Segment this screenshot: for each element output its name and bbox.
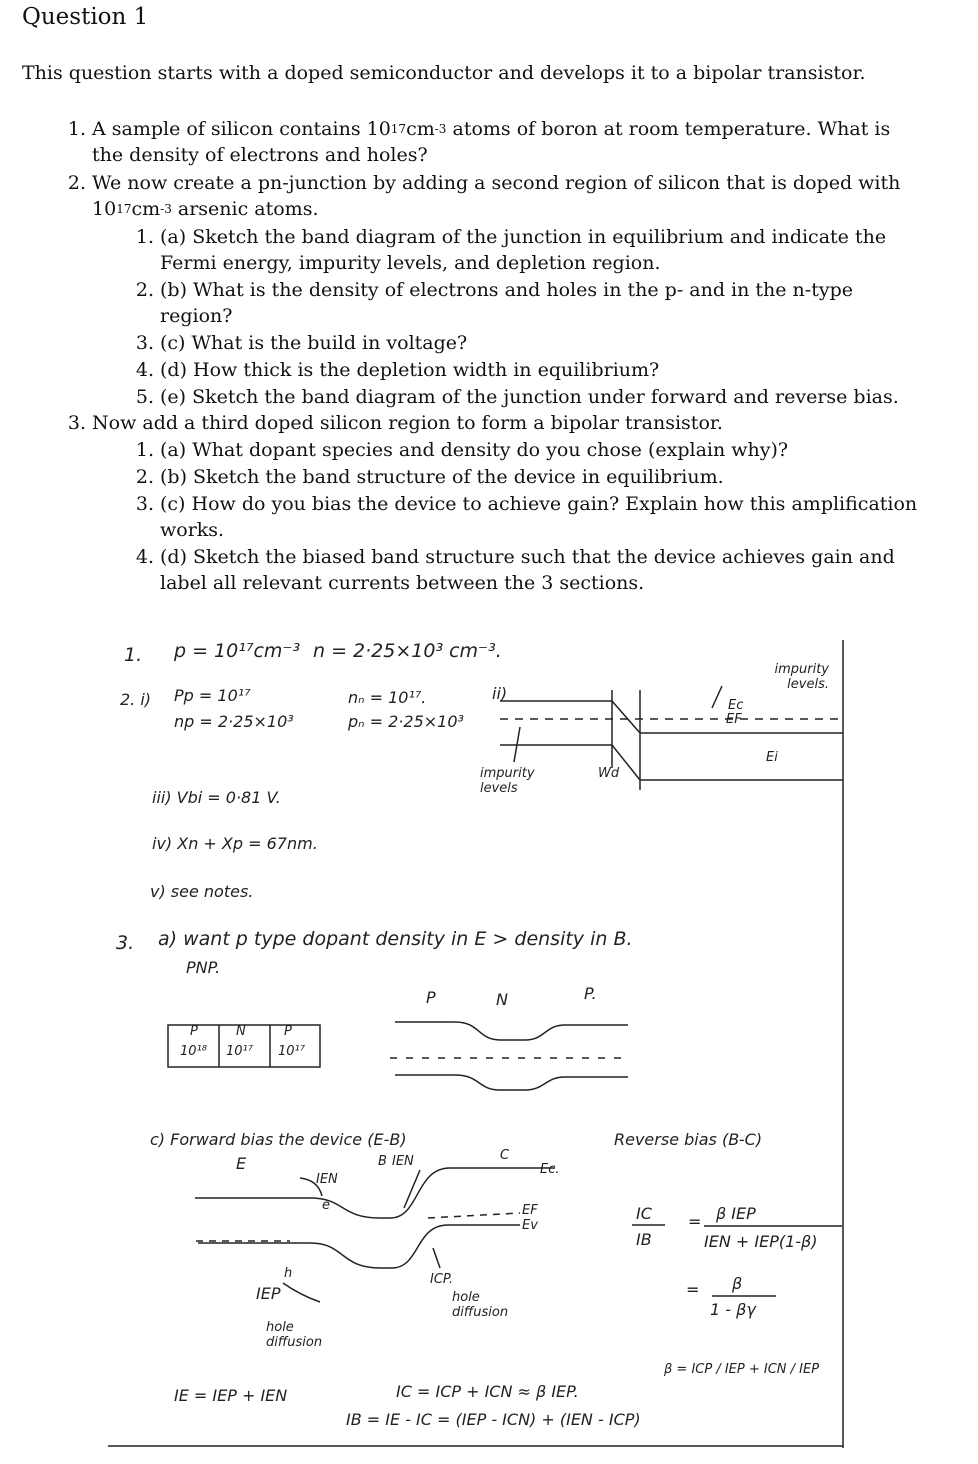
hw-lbl-IEP: IEP — [256, 1284, 281, 1303]
superscript: -3 — [434, 122, 447, 136]
item-text: Now add a third doped silicon region to form a bipolar transistor. — [92, 412, 723, 434]
hw-impurity-levels-right: impurity levels. — [774, 662, 829, 692]
hw-reverse-bias: Reverse bias (B-C) — [614, 1130, 763, 1149]
hw-formula-ic2: IC = ICP + ICN ≈ β IEP. — [396, 1382, 579, 1401]
band-ev-line — [500, 745, 843, 780]
item-text: atoms of boron at room temperature. What is the density of electrons and holes? — [92, 118, 891, 166]
question-title: Question 1 — [22, 4, 149, 30]
subitem-text: (b) Sketch the band structure of the device in equilibrium. — [160, 466, 724, 488]
hw-lbl-IEN: IEN — [316, 1172, 338, 1187]
hw-region-p1: P — [426, 988, 436, 1007]
hw-formula-beta: β = ICP / IEP + ICN / IEP — [664, 1362, 820, 1377]
hw-box-density-1: 10¹⁸ — [180, 1044, 207, 1059]
hw-ei-label: Ei — [766, 750, 778, 765]
item-number: 2. — [67, 172, 86, 194]
hw-answer-2-nn: nₙ = 10¹⁷. — [348, 688, 427, 707]
item-number: 1. — [67, 118, 86, 140]
unit-text: cm — [406, 118, 435, 140]
hw-formula-eq: = — [688, 1212, 702, 1231]
item-number: 3. — [67, 412, 86, 434]
hw-box-label-p1: P — [190, 1024, 198, 1039]
hw-answer-1-num: 1. — [124, 644, 143, 666]
biased-ev-line — [198, 1225, 520, 1268]
band-ec-line — [500, 701, 843, 733]
hw-ef-label: EF — [726, 712, 742, 727]
subitem-number: 4. — [135, 359, 154, 381]
hw-answer-2-ii: ii) — [492, 684, 508, 703]
pnp-ec-line — [395, 1022, 628, 1040]
pn-band-diagram — [500, 686, 843, 790]
subitem-number: 1. — [135, 439, 154, 461]
hw-formula-num1: β IEP — [716, 1204, 756, 1223]
hw-lbl-hole-diffusion-1: hole diffusion — [266, 1320, 323, 1350]
hw-lbl-ICP: ICP. — [430, 1272, 454, 1287]
hw-lbl-Ev: Ev — [522, 1218, 538, 1233]
hw-box-label-n: N — [236, 1024, 246, 1039]
hw-part3-num: 3. — [116, 932, 135, 954]
pnp-equilibrium-band — [390, 1022, 628, 1090]
hw-ec-label: Ec — [728, 698, 744, 713]
item-text: We now create a pn-junction by adding a second region of silicon that is doped with 10 — [92, 172, 901, 220]
item-text: A sample of silicon contains 10 — [92, 118, 391, 140]
superscript: -3 — [160, 202, 172, 216]
subitem-number: 2. — [135, 279, 154, 301]
subitem-text: (d) How thick is the depletion width in equilibrium? — [160, 359, 660, 381]
subitem-text: (a) What dopant species and density do you chose (explain why)? — [160, 439, 789, 461]
hw-answer-2-np: np = 2·25×10³ — [174, 712, 294, 731]
hw-answer-1-n: n = 2·25×10³ cm⁻³. — [313, 640, 502, 662]
hw-pnp-label: PNP. — [186, 958, 221, 977]
superscript: 17 — [390, 122, 407, 136]
hw-formula-ib: IB — [636, 1230, 652, 1249]
hw-formula-ic: IC — [636, 1204, 652, 1223]
hw-lbl-IEN2: IEN — [392, 1154, 414, 1169]
hw-lbl-E: E — [236, 1154, 247, 1173]
subitem-number: 4. — [135, 546, 154, 568]
subitem-text: (d) Sketch the biased band structure such that the device achieves gain and label all relevant currents between the 3 sections. — [160, 546, 895, 594]
hw-box-density-3: 10¹⁷ — [278, 1044, 305, 1059]
hw-formula-eq2: = — [686, 1280, 700, 1299]
subitem-number: 2. — [135, 466, 154, 488]
hw-lbl-C: C — [500, 1148, 510, 1163]
superscript: 17 — [116, 202, 132, 216]
hw-answer-2-num: 2. i) — [120, 690, 152, 709]
hw-formula-ib2: IB = IE - IC = (IEP - ICN) + (IEN - ICP) — [346, 1410, 641, 1429]
hw-lbl-h: h — [284, 1266, 293, 1281]
hw-part3-c: c) Forward bias the device (E-B) — [150, 1130, 407, 1149]
subitem-text: (c) How do you bias the device to achieve gain? Explain how this amplification works. — [160, 493, 918, 541]
hw-region-n: N — [496, 990, 508, 1009]
hw-lbl-e: e — [322, 1198, 330, 1213]
hw-answer-2-pn: pₙ = 2·25×10³ — [348, 712, 464, 731]
subitem-text: (a) Sketch the band diagram of the junction in equilibrium and indicate the Fermi energy, impurity levels, and depletion region. — [160, 226, 887, 274]
hw-lbl-EF: EF — [522, 1203, 538, 1218]
subitem-text: (c) What is the build in voltage? — [160, 332, 468, 354]
hw-region-p2: P. — [584, 984, 597, 1003]
hw-impurity-levels-left: impurity levels — [480, 766, 535, 796]
hw-lbl-Ec: Ec. — [540, 1162, 560, 1177]
biased-ec-line — [195, 1168, 555, 1218]
hw-answer-4: iv) Xn + Xp = 67nm. — [152, 834, 318, 853]
pnp-ev-line — [395, 1075, 628, 1090]
item-text: arsenic atoms. — [171, 198, 319, 220]
hw-lbl-B: B — [378, 1154, 387, 1169]
hw-lbl-hole-diffusion-2: hole diffusion — [452, 1290, 509, 1320]
arrow-icp — [433, 1248, 440, 1268]
hw-formula-den1: IEN + IEP(1-β) — [704, 1232, 818, 1251]
hw-wd-label: Wd — [598, 766, 620, 781]
hw-answer-5: v) see notes. — [150, 882, 254, 901]
hw-formula-num2: β — [732, 1274, 743, 1293]
hw-answer-3: iii) Vbi = 0·81 V. — [152, 788, 281, 807]
impurity-pointer-right — [712, 686, 722, 708]
arrow-iep — [283, 1283, 320, 1302]
hw-part3-a: a) want p type dopant density in E > density in B. — [158, 928, 633, 950]
subitem-number: 5. — [135, 386, 154, 408]
unit-text: cm — [131, 198, 161, 220]
hw-answer-2-pp: Pp = 10¹⁷ — [174, 686, 251, 705]
subitem-number: 1. — [135, 226, 154, 248]
hw-box-label-p2: P — [284, 1024, 292, 1039]
question-intro: This question starts with a doped semiconductor and develops it to a bipolar transistor. — [22, 62, 866, 84]
hw-formula-den2: 1 - βγ — [710, 1300, 756, 1319]
hw-box-density-2: 10¹⁷ — [226, 1044, 253, 1059]
hw-formula-ie: IE = IEP + IEN — [174, 1386, 288, 1405]
subitem-number: 3. — [135, 493, 154, 515]
subitem-text: (e) Sketch the band diagram of the junction under forward and reverse bias. — [160, 386, 899, 408]
subitem-text: (b) What is the density of electrons and holes in the p- and in the n-type region? — [160, 279, 853, 327]
biased-fermi-right — [428, 1213, 520, 1218]
hw-answer-1-p: p = 10¹⁷cm⁻³ — [174, 640, 301, 662]
subitem-number: 3. — [135, 332, 154, 354]
